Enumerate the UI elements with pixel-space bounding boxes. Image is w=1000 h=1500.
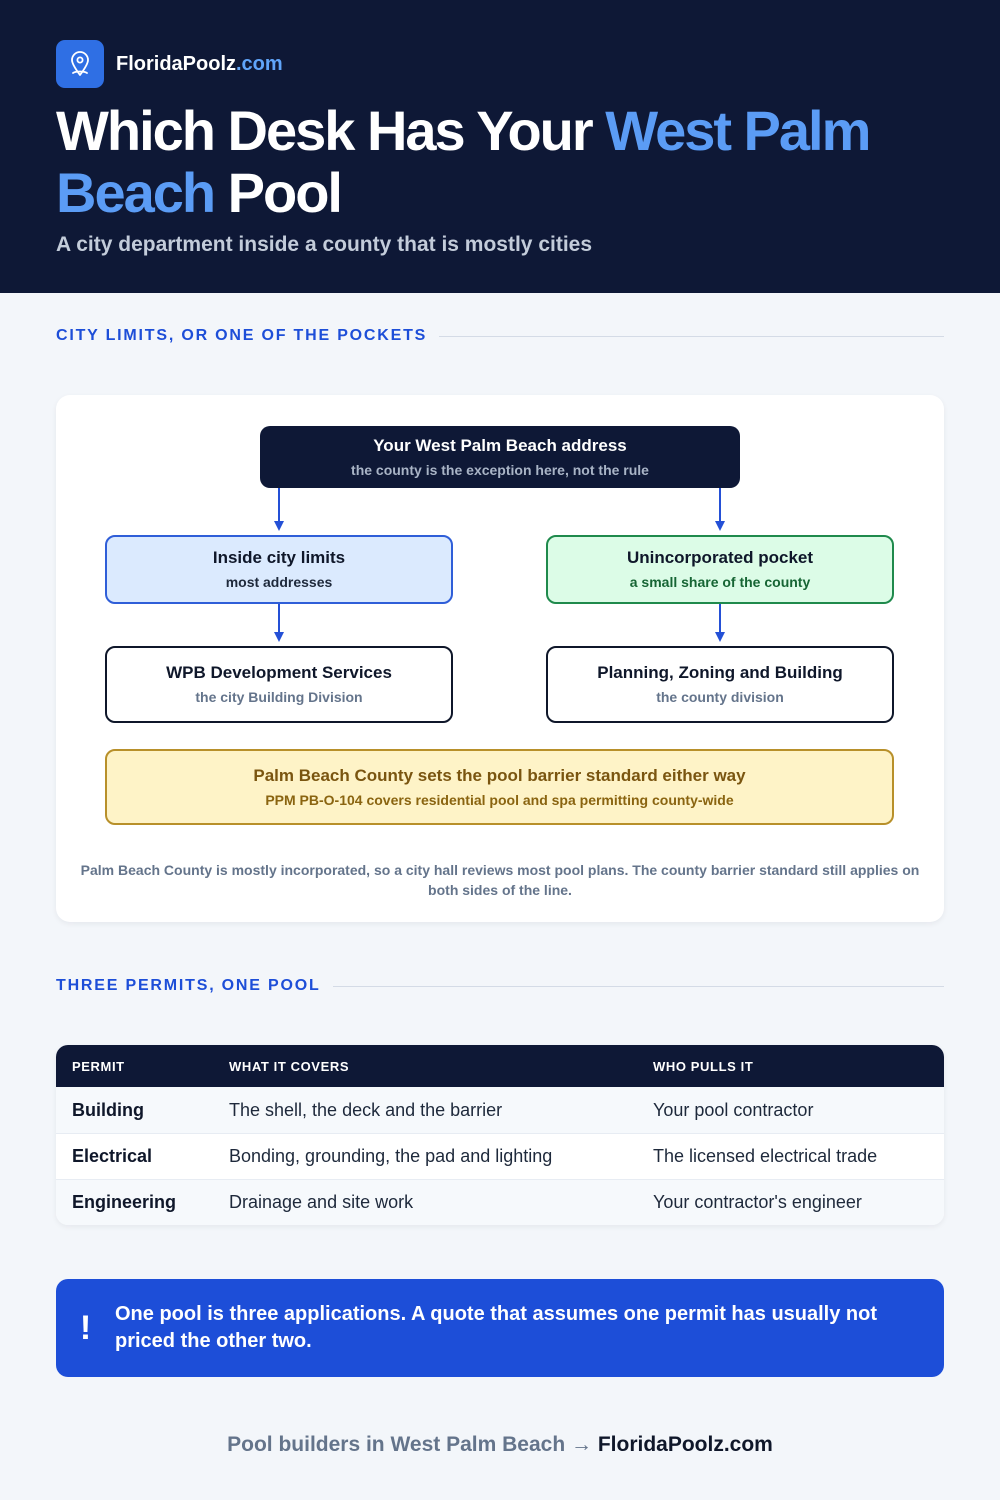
column-header-permit: PERMIT [72, 1058, 125, 1074]
node-address: Your West Palm Beach address the county is the exception here, not the rule [260, 426, 740, 488]
page-title: Which Desk Has Your West Palm Beach Pool [56, 99, 870, 224]
permit-covers: Drainage and site work [229, 1192, 414, 1212]
column-header-who: WHO PULLS IT [653, 1058, 754, 1074]
page-subtitle: A city department inside a county that is mostly cities [56, 233, 593, 256]
permit-name: Building [72, 1099, 144, 1120]
flow-diagram-card [56, 395, 944, 922]
node-inside-city-limits: Inside city limits most addresses [105, 535, 453, 604]
permit-name: Engineering [72, 1192, 177, 1212]
permit-covers: The shell, the deck and the barrier [229, 1099, 503, 1120]
node-unincorporated-pocket: Unincorporated pocket a small share of the county [546, 535, 894, 604]
permit-who: The licensed electrical trade [653, 1146, 878, 1166]
map-pin-icon [56, 40, 104, 88]
section-heading-permits: THREE PERMITS, ONE POOL [56, 977, 944, 995]
section-rule [439, 336, 944, 337]
node-county-pzb: Planning, Zoning and Building the county division [546, 646, 894, 723]
brand[interactable] [56, 40, 283, 88]
permit-name: Electrical [72, 1146, 153, 1166]
table-row [56, 1179, 944, 1225]
section-rule [333, 986, 944, 987]
footer [0, 1433, 1000, 1457]
exclamation-icon: ! [79, 1308, 92, 1347]
footer-text: Pool builders in West Palm Beach → [227, 1433, 592, 1456]
node-wpb-development-services: WPB Development Services the city Building Division [105, 646, 453, 723]
hero-header [0, 0, 1000, 293]
table-header [56, 1045, 944, 1087]
table-row [56, 1087, 944, 1133]
diagram-note: Palm Beach County is mostly incorporated, so a city hall reviews most pool plans. The county barrier standard still applies on both sides of the line. [80, 862, 920, 898]
callout-bold: One pool is three applications. [115, 1303, 407, 1325]
permits-table [56, 1045, 944, 1225]
callout-banner [56, 1279, 944, 1377]
callout-body: A quote that assumes one permit has usually not priced the other two. [115, 1303, 878, 1352]
node-county-barrier-standard: Palm Beach County sets the pool barrier standard either way PPM PB-O-104 covers residential pool and spa permitting county-wide [105, 749, 894, 825]
table-row [56, 1133, 944, 1179]
section-heading-jurisdiction: CITY LIMITS, OR ONE OF THE POCKETS [56, 327, 944, 345]
permit-covers: Bonding, grounding, the pad and lighting [229, 1146, 553, 1166]
permit-who: Your contractor's engineer [653, 1192, 862, 1212]
footer-link[interactable]: FloridaPoolz.com [597, 1433, 773, 1456]
callout-text [115, 1301, 915, 1355]
title-highlight: West Palm Beach [56, 99, 870, 224]
brand-name: FloridaPoolz.com [116, 52, 283, 75]
permit-who: Your pool contractor [653, 1099, 814, 1120]
column-header-covers: WHAT IT COVERS [229, 1058, 350, 1074]
